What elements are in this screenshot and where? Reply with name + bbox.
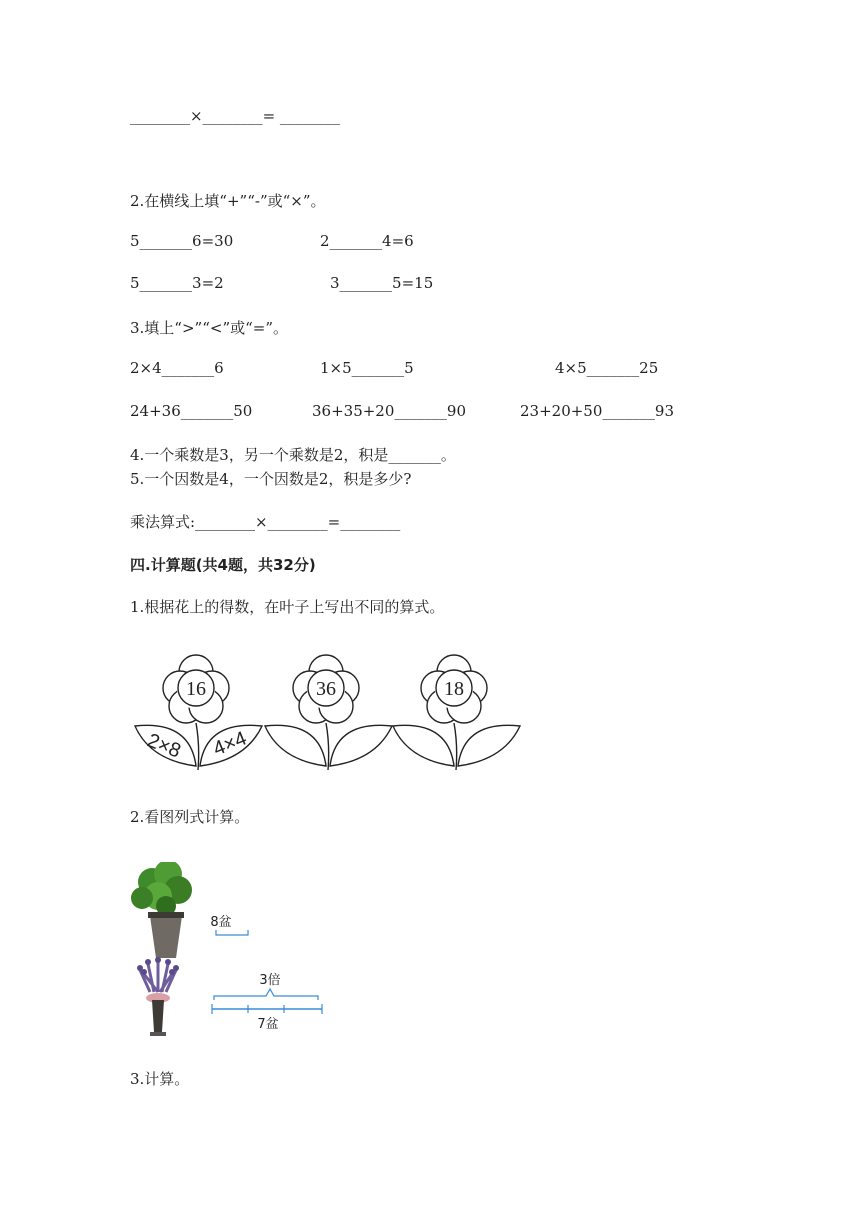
flowers-illustration	[130, 650, 530, 780]
flower-2	[265, 655, 392, 770]
flower-3-number: 18	[444, 678, 464, 700]
q3-title: 3.填上“>”“<”或“=”。	[130, 319, 289, 337]
flower-1-left-leaf-formula: 2×8	[144, 729, 184, 763]
q3-item-3: 4×5_______25	[555, 359, 659, 377]
lavender-plant-pot-image	[137, 957, 179, 1036]
flower-1-right-leaf-formula: 4×4	[210, 727, 250, 761]
q2-item-2: 2_______4=6	[320, 232, 414, 250]
q2-item-3: 5_______3=2	[130, 274, 224, 292]
section4-problem-3: 3.计算。	[130, 1070, 190, 1088]
times-label: 3倍	[259, 973, 281, 988]
green-plant-pot-image	[131, 862, 192, 958]
q5-formula: 乘法算式:________×________=________	[130, 513, 401, 531]
q2-item-1: 5_______6=30	[130, 232, 234, 250]
q2-title: 2.在横线上填“+”“-”或“×”。	[130, 192, 326, 210]
top-blank-formula: ________×________= ________	[130, 107, 340, 125]
q5-text: 5.一个因数是4，一个因数是2，积是多少?	[130, 470, 412, 488]
q4-text: 4.一个乘数是3，另一个乘数是2，积是_______。	[130, 446, 456, 464]
flower-3	[393, 655, 520, 770]
q3-item-1: 2×4_______6	[130, 359, 224, 377]
top-bracket-label: 8盆	[210, 915, 232, 930]
flower-1-number: 16	[186, 678, 206, 700]
q2-item-4: 3_______5=15	[330, 274, 434, 292]
q3-item-4: 24+36_______50	[130, 402, 253, 420]
q3-item-2: 1×5_______5	[320, 359, 414, 377]
plants-diagram	[128, 862, 328, 1042]
q3-item-5: 36+35+20_______90	[312, 402, 466, 420]
section4-problem-1: 1.根据花上的得数，在叶子上写出不同的算式。	[130, 598, 445, 616]
q3-item-6: 23+20+50_______93	[520, 402, 674, 420]
bottom-bracket-label: 7盆	[257, 1017, 279, 1032]
section-heading: 四.计算题(共4题，共32分)	[130, 556, 316, 574]
flower-2-number: 36	[316, 678, 336, 700]
section4-problem-2: 2.看图列式计算。	[130, 808, 250, 826]
